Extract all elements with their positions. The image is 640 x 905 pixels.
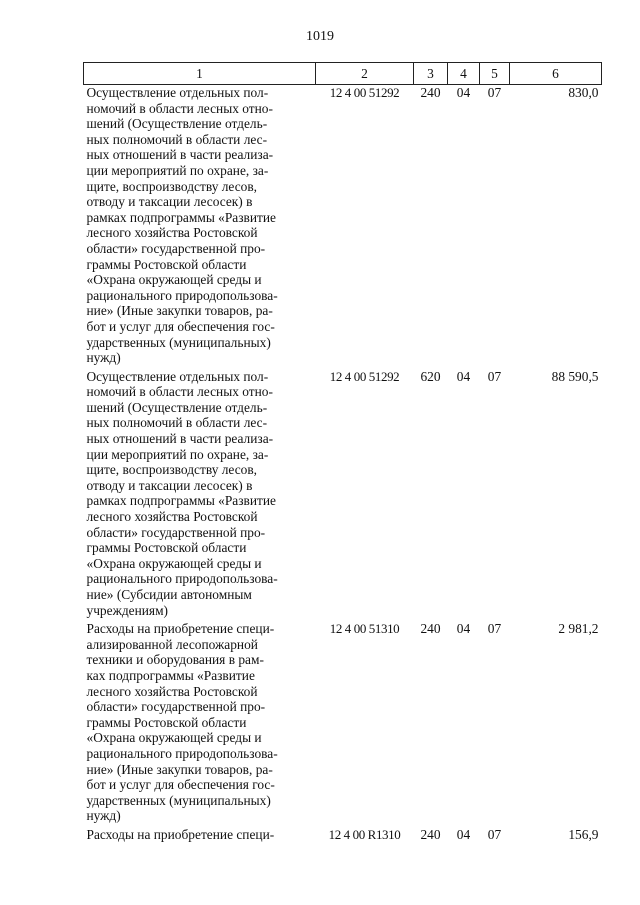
- row-amount: 156,9: [568, 826, 599, 842]
- table-row: [84, 827, 602, 846]
- row-code: 12 4 00 R1310: [328, 826, 401, 842]
- row-amount: 830,0: [568, 85, 599, 100]
- header-col-2: 2: [316, 63, 414, 85]
- row-col-4: 04: [456, 826, 471, 842]
- row-col-4: 04: [456, 621, 471, 637]
- header-col-3: 3: [414, 63, 448, 85]
- row-code: 12 4 00 51310: [329, 621, 400, 637]
- table-row: [84, 369, 602, 622]
- row-col-3: 240: [420, 621, 441, 637]
- row-description: Расходы на приобретение специ- ализированной лесопожарной техники и оборудования в рам- ках подпрограммы «Развитие лесного хозяйства Ростовской области» государственной про- граммы Ростовской области «Охрана окружающей среды и рационального природопользова- ние» (Иные закупки товаров, ра- бот и услуг для обеспечения гос- ударственных (муниципальных) нужд): [86, 621, 278, 824]
- row-col-3: 240: [420, 85, 441, 100]
- row-code: 12 4 00 51292: [329, 368, 400, 384]
- row-col-5: 07: [487, 368, 502, 384]
- row-description: Осуществление отдельных пол- номочий в области лесных отно- шений (Осуществление отдель- ных полномочий в области лес- ных отношений в части реализа- ции мероприятий по охране, за- щите, воспроизводству лесов, отводу и таксации лесосек) в рамках подпрограммы «Развитие лесного хозяйства Ростовской области» государственной про- граммы Ростовской области «Охрана окружающей среды и рационального природопользова- ние» (Иные закупки товаров, ра- бот и услуг для обеспечения гос- ударственных (муниципальных) нужд): [86, 85, 278, 366]
- row-col-3: 620: [420, 368, 441, 384]
- header-col-4: 4: [448, 63, 480, 85]
- row-description: Расходы на приобретение специ-: [86, 826, 275, 842]
- budget-table: [83, 62, 602, 846]
- row-col-4: 04: [456, 85, 471, 100]
- row-col-5: 07: [487, 621, 502, 637]
- row-col-5: 07: [487, 85, 502, 100]
- header-col-6: 6: [510, 63, 602, 85]
- header-col-1: 1: [84, 63, 316, 85]
- row-col-3: 240: [420, 826, 441, 842]
- row-col-4: 04: [456, 368, 471, 384]
- table-row: [84, 621, 602, 827]
- header-col-5: 5: [480, 63, 510, 85]
- row-amount: 88 590,5: [551, 368, 599, 384]
- row-col-5: 07: [487, 826, 502, 842]
- row-description: Осуществление отдельных пол- номочий в области лесных отно- шений (Осуществление отдель- ных полномочий в области лес- ных отношений в части реализа- ции мероприятий по охране, за- щите, воспроизводству лесов, отводу и таксации лесосек) в рамках подпрограммы «Развитие лесного хозяйства Ростовской области» государственной про- граммы Ростовской области «Охрана окружающей среды и рационального природопользова- ние» (Субсидии автономным учреждениям): [86, 368, 278, 618]
- page-number: 1019: [306, 29, 334, 44]
- row-code: 12 4 00 51292: [329, 85, 400, 100]
- row-amount: 2 981,2: [558, 621, 599, 637]
- table-row: [84, 85, 602, 369]
- header-row: [84, 63, 602, 85]
